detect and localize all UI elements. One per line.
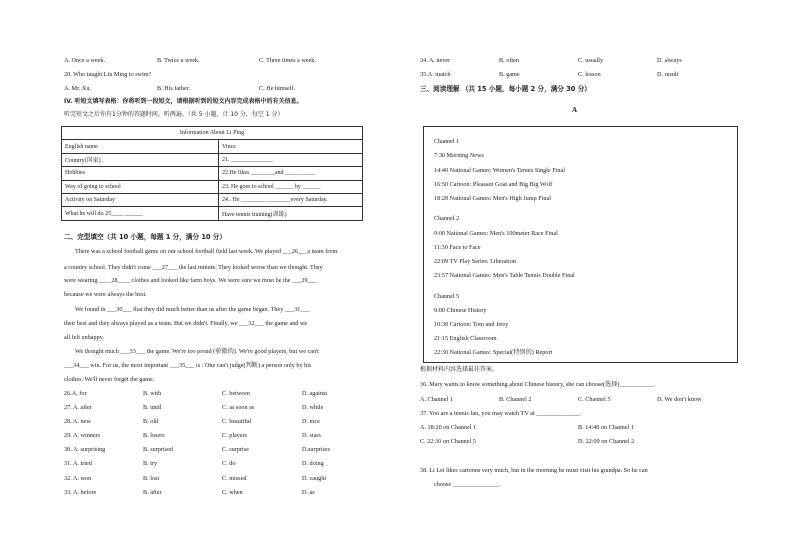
- q36-option-c: C. Channel 5: [578, 396, 611, 403]
- passage-line: We found in ___30___ that they did much better than us after the game began. They ___31___: [75, 306, 310, 313]
- choice-c: C. beautiful: [222, 418, 252, 425]
- choice-a: 32. A. won: [64, 475, 92, 482]
- program-item: 22:30 National Games: Special(特别的) Report: [434, 349, 553, 356]
- choice-b: B. old: [143, 418, 159, 425]
- q36-option-a: A. Channel 1: [420, 396, 453, 403]
- q20-question: 20. Who taught Liu Ming to swim?: [64, 71, 152, 78]
- choice-a: 27. A. after: [64, 404, 92, 411]
- table-cell: Vince: [219, 140, 363, 153]
- program-item: 22:09 TV Play Series: Liberation: [434, 258, 516, 265]
- choice-d: D.surprises: [302, 446, 331, 453]
- passage-line: their best and they always played as a team. But we didn't. Finally, we ___32___ the game and we: [64, 320, 308, 327]
- q38-question-2: choose _______________.: [434, 481, 501, 488]
- table-cell: 21. ______________: [219, 153, 363, 166]
- program-item: 10:30 Cartoon: Tom and Jerry: [434, 321, 509, 328]
- passage-line: ___34___ win. For us, the most important ___35___ is : One can't judge(判断) a person only by his: [64, 362, 312, 369]
- choice-a: 29. A. winners: [64, 432, 101, 439]
- choice-c: C. do: [222, 460, 236, 467]
- choice-c: C. missed: [222, 475, 247, 482]
- part-label: A: [572, 106, 578, 114]
- program-item: 14:40 National Games: Women's Tennis Single Final: [434, 167, 565, 174]
- q37-option-d: D. 22:09 on Channel 2: [578, 438, 635, 445]
- program-item: 11:30 Face to Face: [434, 244, 481, 251]
- section-2-title: 二、完型填空（共 10 小题，每题 1 分，满分 10 分）: [64, 233, 226, 241]
- q37-option-c: C. 22:30 on Channel 5: [420, 438, 476, 445]
- program-item: 9:00 Chinese History: [434, 307, 487, 314]
- info-table-title: Information About Li Ping: [62, 127, 363, 140]
- choice-c: C. surprise: [222, 446, 249, 453]
- choice-a: 35.A. match: [420, 71, 451, 78]
- choice-d: D. result: [657, 71, 679, 78]
- table-cell: What he will do 25____ ______: [62, 207, 219, 220]
- q37-question: 37. You are a tennis fan, you may watch TV at ______________.: [420, 410, 582, 417]
- q20-option-b: B. His father.: [157, 85, 190, 92]
- choice-c: C. between: [222, 390, 250, 397]
- passage-line: a country school. They didn't come ___27___ the last minute. They looked worse than we thought. They: [64, 264, 323, 271]
- channel-name: Channel 1: [434, 138, 460, 145]
- q36-option-b: B. Channel 2: [499, 396, 532, 403]
- choice-d: D. against: [302, 390, 328, 397]
- q19-option-c: C. Three times a week.: [259, 57, 316, 64]
- choice-b: B. game: [499, 71, 520, 78]
- q19-option-a: A. Once a week.: [64, 57, 106, 64]
- passage-line: because we were always the best.: [64, 291, 147, 298]
- passage-line: all felt unhappy.: [64, 334, 104, 341]
- choice-b: B. with: [143, 390, 162, 397]
- choice-d: D. doing: [302, 460, 324, 467]
- reading-instruction: 根据材料内容选择最佳答案。: [420, 366, 499, 373]
- table-cell: Hobbies: [62, 167, 219, 180]
- choice-d: D. caught: [302, 475, 327, 482]
- choice-a: 34. A. never: [420, 57, 451, 64]
- passage-line: were wearing ____28____ clothes and looked like farm boys. We were sure we must be the ___29___: [64, 277, 317, 284]
- choice-c: C. when: [222, 489, 243, 496]
- choice-c: C. usually: [578, 57, 604, 64]
- table-cell: Country(国家): [62, 153, 219, 166]
- table-cell: 22.He likes ________and __________: [219, 167, 363, 180]
- program-item: 16:50 Cartoon: Pleasant Goat and Big Big Wolf: [434, 181, 553, 188]
- table-cell: 23. He goes to school ______ by ______: [219, 180, 363, 193]
- choice-b: B. losers: [143, 432, 165, 439]
- choice-c: C. as soon as: [222, 404, 255, 411]
- passage-line: There was a school football game on our school football field last week. We played ___26___a team from: [75, 248, 338, 255]
- section-4-instruction: IV. 听短文填写表格：你将听到一段短文，请根据听到的短文内容完成表格中的有关信息。: [64, 98, 303, 105]
- table-cell: English name: [62, 140, 219, 153]
- passage-line: clothes. We'll never forget the game.: [64, 376, 155, 383]
- q37-option-b: B. 14:40 on Channel 1: [578, 424, 634, 431]
- choice-a: 28. A. new: [64, 418, 91, 425]
- q37-option-a: A. 18:20 on Channel 1: [420, 424, 477, 431]
- table-cell: Have tennis training(训练): [219, 207, 363, 220]
- program-item: 7:30 Morning News: [434, 152, 484, 159]
- choice-c: C. players: [222, 432, 248, 439]
- choice-b: B. try: [143, 460, 158, 467]
- channel-name: Channel 5: [434, 293, 460, 300]
- program-item: 21:15 English Classroom: [434, 335, 497, 342]
- choice-c: C. lesson: [578, 71, 601, 78]
- passage-line: We thought much ___33___ the game. We're too proud (骄傲的). We're good players, but we can't: [75, 348, 319, 355]
- program-item: 9:00 National Games: Men's 100meter Race Final: [434, 230, 558, 237]
- table-cell: 24.. He ________ ________every Saturday.: [219, 193, 363, 206]
- info-table: [61, 126, 363, 221]
- choice-b: B. lost: [143, 475, 160, 482]
- program-item: 23:57 National Games: Men's Table Tennis Double Final: [434, 272, 575, 279]
- choice-b: B. after: [143, 489, 162, 496]
- section-3-title: 三、阅读理解 （共 15 小题，每小题 2 分，满分 30 分）: [420, 85, 591, 93]
- choice-b: B. often: [499, 57, 519, 64]
- q36-question: 36. Mary wants to know something about Chinese history, she can choose(选择)___________.: [420, 381, 656, 388]
- q20-option-c: C. He himself.: [259, 85, 296, 92]
- q20-option-a: A. Mr. Xu.: [64, 85, 91, 92]
- choice-a: 26.A. for: [64, 390, 87, 397]
- q19-option-b: B. Twice a week.: [157, 57, 200, 64]
- choice-a: 33. A. before: [64, 489, 97, 496]
- channel-name: Channel 2: [434, 215, 460, 222]
- choice-d: D. while: [302, 404, 324, 411]
- program-item: 18:20 National Games: Men's High Jump Final: [434, 195, 551, 202]
- choice-b: B. until: [143, 404, 162, 411]
- q36-option-d: D. We don't know: [657, 396, 702, 403]
- section-4-instruction-2: 听完短文之后你有1分钟的答题时间。听两遍。（共 5 小题，计 10 分，每空 1 分）: [64, 111, 284, 118]
- table-cell: Way of going to school: [62, 180, 219, 193]
- choice-d: D. as: [302, 489, 315, 496]
- choice-a: 31. A. tried: [64, 460, 92, 467]
- choice-d: D. nice: [302, 418, 320, 425]
- table-cell: Activity on Saturday: [62, 193, 219, 206]
- choice-d: D. stars: [302, 432, 321, 439]
- choice-a: 30. A. surprising: [64, 446, 106, 453]
- choice-b: B. surprised: [143, 446, 173, 453]
- choice-d: D. always: [657, 57, 682, 64]
- q38-question: 38. Li Lei likes cartoons very much, but in the morning he must visit his grandpa. So he can: [420, 467, 648, 474]
